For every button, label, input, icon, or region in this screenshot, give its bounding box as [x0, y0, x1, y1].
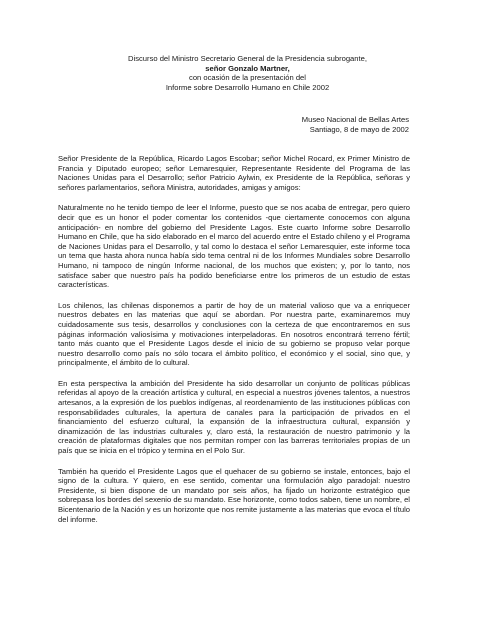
paragraph: Naturalmente no he tenido tiempo de leer el Informe, puesto que se nos acaba de entregar, pero quiero decir que es un honor el poder comentar los contenidos -que ciertamente conocemos con alguna anticipación- en nombre del gobierno del Presidente Lagos. Este cuarto Informe sobre Desarrollo Humano en Chile, que ha sido elaborado en el marco del acuerdo entre el Estado chileno y el Programa de Naciones Unidas para el Desarrollo, y tal como lo destaca el señor Lemaresquier, este informe toca un tema que hasta ahora nunca había sido tema central ni de los Informes Mundiales sobre Desarrollo Humano, ni tampoco de ningún Informe nacional, de los muchos que existen; y, por lo tanto, nos satisface saber que nuestro país ha podido beneficiarse entre los primeros de un estudio de estas características. [58, 203, 410, 290]
speech-body [58, 154, 410, 535]
header-line-title: Discurso del Ministro Secretario General de la Presidencia subrogante, [128, 54, 367, 63]
speaker-name: señor Gonzalo Martner, [205, 63, 290, 73]
report-title: Informe sobre Desarrollo Humano en Chile 2002 [165, 82, 330, 92]
paragraph: En esta perspectiva la ambición del Presidente ha sido desarrollar un conjunto de políticas públicas referidas al apoyo de la creación artística y cultural, en especial a nuestros jóvenes talentos, a nuestros artesanos, a la expresión de los pueblos indígenas, al reordenamiento de las instituciones públicas con responsabilidades culturales, la apertura de canales para la participación de privados en el financiamiento del esfuerzo cultural, la expansión de la infraestructura cultural, expansión y dinamización de las industrias culturales y, claro está, la restauración de nuestro patrimonio y la creación de plataformas digitales que nos permitan romper con las barreras territoriales propias de un país que se inicia en el trópico y termina en el Polo Sur. [58, 378, 410, 456]
venue: Museo Nacional de Bellas Artes [301, 115, 409, 124]
date: Santiago, 8 de mayo de 2002 [309, 124, 409, 134]
paragraph: Los chilenos, las chilenas disponemos a partir de hoy de un material valioso que va a enriquecer nuestros debates en las materias que aquí se abordan. Por nuestra parte, examinaremos muy cuidadosamente sus tesis, desarrollos y conclusiones con la certeza de que encontraremos en sus páginas información valiosísima y motivaciones interpeladoras. En nosotros encontrará terreno fértil; tanto más cuanto que el Presidente Lagos desde el inicio de su gobierno se propuso velar porque nuestro desarrollo como país no sólo tocara el ámbito político, el económico y el social, sino que, y principalmente, el ámbito de lo cultural. [58, 300, 410, 368]
header-line-occasion: con ocasión de la presentación del [189, 73, 306, 83]
paragraph: También ha querido el Presidente Lagos que el quehacer de su gobierno se instale, entonces, bajo el signo de la cultura. Y quiero, en ese sentido, comentar una formulación algo paradojal: nuestro Presidente, si bien dispone de un mandato por seis años, ha fijado un horizonte estratégico que sobrepasa los bordes del sexenio de su mandato. Ese horizonte, como todos saben, tiene un nombre, el Bicentenario de la Nación y es un horizonte que nos remite justamente a las materias que evoca el título del informe. [58, 466, 410, 524]
place-and-date [302, 115, 409, 134]
speech-header [60, 54, 435, 92]
paragraph-salutation: Señor Presidente de la República, Ricardo Lagos Escobar; señor Michel Rocard, ex Primer Ministro de Francia y Diputado europeo; señor Lemaresquier, Representante Residente del Programa de las Naciones Unidas para el Desarrollo; señor Patricio Aylwin, ex Presidente de la República, señoras y señores parlamentarios, señora Ministra, autoridades, amigas y amigos: [58, 154, 410, 192]
